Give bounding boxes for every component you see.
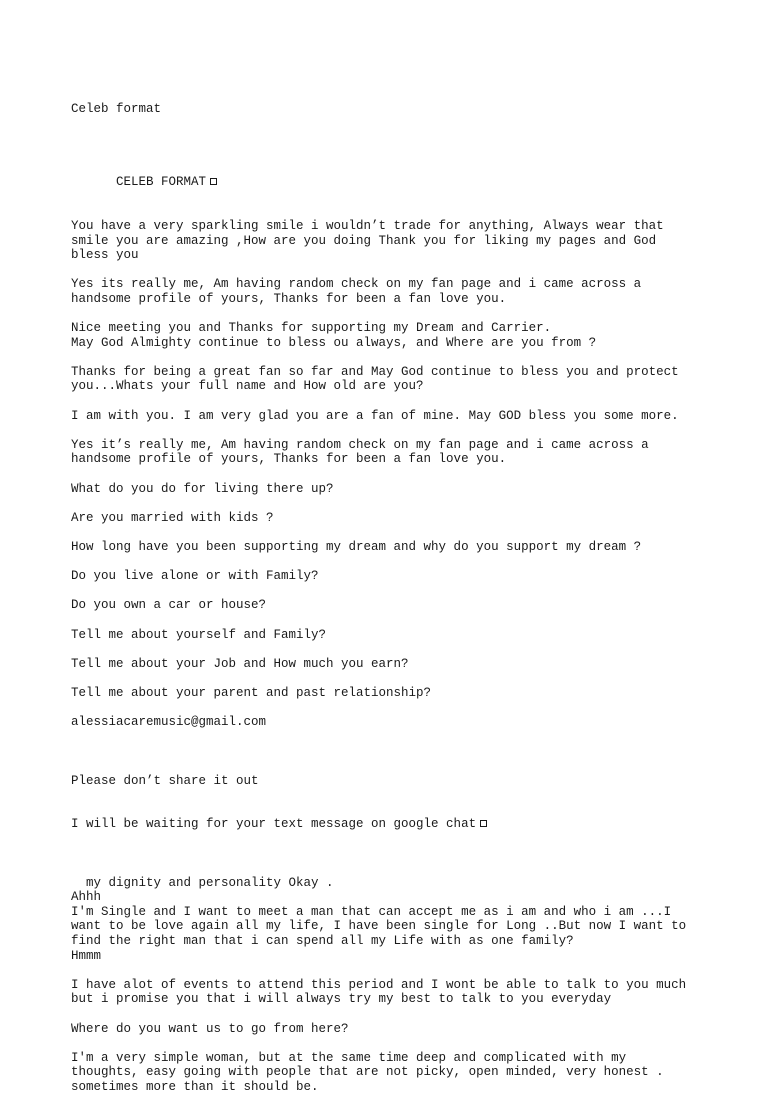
document-paragraph	[71, 628, 711, 643]
paragraph-line: Do you own a car or house?	[71, 598, 267, 613]
closing-paragraph	[71, 744, 711, 861]
share-line: Please don’t share it out	[71, 773, 259, 788]
paragraph-line: find the right man that i can spend all my Life with as one family?	[71, 934, 574, 949]
paragraph-line: Do you live alone or with Family?	[71, 569, 319, 584]
paragraph-line: thoughts, easy going with people that are not picky, open minded, very honest .	[71, 1065, 664, 1080]
document-paragraph	[71, 511, 711, 526]
paragraph-line: Tell me about your Job and How much you earn?	[71, 656, 409, 671]
document-paragraph	[71, 540, 711, 555]
paragraph-line: handsome profile of yours, Thanks for been a fan love you.	[71, 291, 507, 306]
waiting-line: I will be waiting for your text message on google chat	[71, 817, 711, 832]
document-paragraph	[71, 715, 711, 730]
paragraph-line: Tell me about yourself and Family?	[71, 627, 327, 642]
paragraph-line: smile you are amazing ,How are you doing Thank you for liking my pages and God	[71, 233, 657, 248]
document-paragraph	[71, 409, 711, 424]
paragraph-line: you...Whats your full name and How old are you?	[71, 379, 424, 394]
paragraph-line: Ahhh	[71, 890, 102, 905]
document-paragraph	[71, 598, 711, 613]
paragraph-line: Nice meeting you and Thanks for supporting my Dream and Carrier.	[71, 321, 552, 336]
paragraph-line: How long have you been supporting my dream and why do you support my dream ?	[71, 540, 642, 554]
paragraph-line: sometimes more than it should be.	[71, 1079, 319, 1094]
document-paragraph	[71, 657, 711, 672]
heading-text: CELEB FORMAT	[116, 175, 207, 190]
document-paragraph	[71, 321, 711, 350]
paragraph-line: but i promise you that i will always try my best to talk to you everyday	[71, 992, 612, 1007]
paragraph-line: I have alot of events to attend this period and I wont be able to talk to you much	[71, 977, 687, 992]
document-paragraph	[71, 686, 711, 701]
document-paragraph	[71, 438, 711, 467]
document-paragraph	[71, 569, 711, 584]
paragraph-line: What do you do for living there up?	[71, 481, 334, 496]
paragraph-line: handsome profile of yours, Thanks for been a fan love you.	[71, 452, 507, 467]
box-glyph-icon	[210, 178, 217, 185]
paragraph-line: I am with you. I am very glad you are a fan of mine. May GOD bless you some more.	[71, 408, 679, 423]
paragraph-line: my dignity and personality Okay .	[71, 875, 334, 890]
document-paragraph	[71, 219, 711, 263]
document-paragraph	[71, 277, 711, 306]
paragraph-group	[71, 219, 711, 730]
box-glyph-icon	[480, 820, 487, 827]
paragraph-line: Are you married with kids ?	[71, 510, 274, 525]
paragraph-line: You have a very sparkling smile i wouldn’t trade for anything, Always wear that	[71, 218, 664, 233]
paragraph-group	[71, 876, 711, 1095]
document-title: Celeb format	[71, 102, 162, 117]
document-paragraph	[71, 482, 711, 497]
document-paragraph	[71, 876, 711, 964]
paragraph-line: Where do you want us to go from here?	[71, 1021, 349, 1036]
paragraph-line: alessiacaremusic@gmail.com	[71, 715, 267, 730]
document-heading	[71, 161, 711, 205]
paragraph-line: Yes it’s really me, Am having random check on my fan page and i came across a	[71, 437, 649, 452]
paragraph-line: Hmmm	[71, 948, 102, 963]
document-body	[71, 73, 711, 1109]
paragraph-line: want to be love again all my life, I have been single for Long ..But now I want to	[71, 919, 687, 934]
paragraph-line: I'm a very simple woman, but at the same time deep and complicated with my	[71, 1050, 627, 1065]
paragraph-line: Thanks for being a great fan so far and May God continue to bless you and protect	[71, 364, 679, 379]
document-paragraph	[71, 365, 711, 394]
paragraph-line: Yes its really me, Am having random check on my fan page and i came across a	[71, 277, 642, 292]
paragraph-line: I'm Single and I want to meet a man that can accept me as i am and who i am ...I	[71, 904, 672, 919]
paragraph-line: May God Almighty continue to bless ou always, and Where are you from ?	[71, 335, 597, 350]
paragraph-line: Tell me about your parent and past relationship?	[71, 685, 432, 700]
document-paragraph	[71, 978, 711, 1007]
document-paragraph	[71, 1051, 711, 1095]
paragraph-line: bless you	[71, 248, 139, 263]
